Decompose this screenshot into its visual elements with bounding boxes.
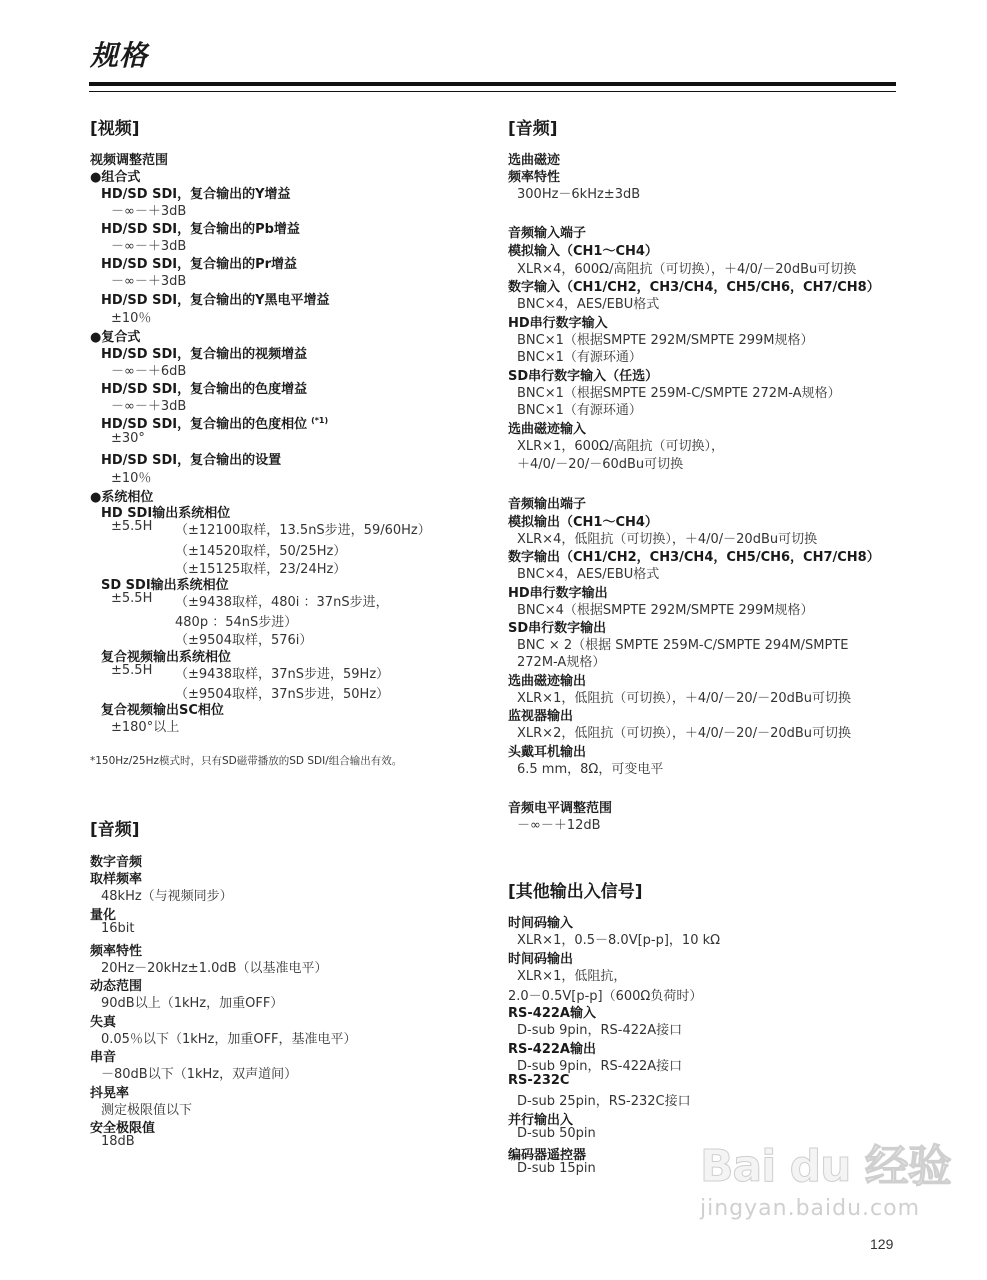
spec-heading: 数字音频 xyxy=(90,855,143,870)
spec-value: D-sub 50pin xyxy=(517,1126,596,1141)
spec-item: HD/SD SDI，复合输出的Y增益 xyxy=(101,187,291,202)
spec-value: D-sub 9pin，RS-422A接口 xyxy=(517,1023,683,1038)
spec-value: 18dB xyxy=(101,1134,135,1149)
watermark-url: jingyan.baidu.com xyxy=(700,1196,921,1221)
spec-value: 480p ：54nS步进） xyxy=(175,615,298,630)
spec-item: 时间码输入 xyxy=(508,916,574,931)
spec-item: 模拟输出（CH1～CH4） xyxy=(508,515,658,530)
spec-value: ±10％ xyxy=(111,471,152,486)
spec-value: －∞－＋3dB xyxy=(111,399,187,414)
spec-item: HD串行数字输入 xyxy=(508,316,608,331)
spec-value: ＋4/0/－20/－60dBu可切换 xyxy=(517,457,684,472)
spec-item: 失真 xyxy=(90,1015,117,1030)
spec-heading: 音频输入端子 xyxy=(508,226,587,241)
spec-item: 频率特性 xyxy=(508,170,561,185)
spec-value: 272M-A规格） xyxy=(517,655,606,670)
spec-item: HD/SD SDI，复合输出的色度增益 xyxy=(101,382,308,397)
spec-item: 时间码输出 xyxy=(508,952,574,967)
spec-value: －∞－＋3dB xyxy=(111,239,187,254)
spec-item: RS-422A输出 xyxy=(508,1042,596,1057)
spec-value: （±14520取样，50/25Hz） xyxy=(175,544,347,559)
spec-item: SD串行数字输入（任选） xyxy=(508,369,659,384)
spec-value: 20Hz－20kHz±1.0dB（以基准电平） xyxy=(101,961,328,976)
section-heading-audio-digital: [音频] xyxy=(90,820,140,840)
spec-item: HD串行数字输出 xyxy=(508,586,608,601)
spec-value: 48kHz（与视频同步） xyxy=(101,889,233,904)
spec-heading: 选曲磁迹 xyxy=(508,153,561,168)
spec-item: 并行输出入 xyxy=(508,1113,574,1128)
spec-value: 0.05％以下（1kHz，加重OFF，基准电平） xyxy=(101,1032,357,1047)
spec-value: 6.5 mm，8Ω，可变电平 xyxy=(517,762,664,777)
spec-value: BNC × 2（根据 SMPTE 259M-C/SMPTE 294M/SMPTE xyxy=(517,638,849,653)
spec-item: 安全极限值 xyxy=(90,1121,156,1136)
spec-item: 模拟输入（CH1～CH4） xyxy=(508,244,658,259)
spec-item xyxy=(101,413,328,432)
spec-item: 动态范围 xyxy=(90,979,143,994)
footnote: *150Hz/25Hz模式时，只有SD磁带播放的SD SDI/组合输出有效。 xyxy=(90,755,403,767)
spec-item: RS-232C xyxy=(508,1073,570,1088)
spec-value: ±5.5H xyxy=(111,591,153,606)
spec-value: 2.0－0.5V[p-p]（600Ω负荷时） xyxy=(508,989,703,1004)
page-title: 规格 xyxy=(90,39,149,72)
spec-value: BNC×4，AES/EBU格式 xyxy=(517,567,660,582)
spec-item: HD/SD SDI，复合输出的Pb增益 xyxy=(101,222,300,237)
spec-value: －∞－＋6dB xyxy=(111,364,187,379)
spec-item: 监视器输出 xyxy=(508,709,574,724)
spec-item: HD SDI输出系统相位 xyxy=(101,506,231,521)
spec-value: XLR×4，低阻抗（可切换），＋4/0/－20dBu可切换 xyxy=(517,532,818,547)
spec-value: 16bit xyxy=(101,921,135,936)
spec-value: 测定极限值以下 xyxy=(101,1103,193,1118)
spec-value: ±30° xyxy=(111,431,145,446)
spec-heading: 视频调整范围 xyxy=(90,153,169,168)
spec-value: BNC×1（根据SMPTE 292M/SMPTE 299M规格） xyxy=(517,333,814,348)
spec-value: ±5.5H xyxy=(111,519,153,534)
spec-value: －∞－＋3dB xyxy=(111,204,187,219)
spec-value: BNC×4（根据SMPTE 292M/SMPTE 299M规格） xyxy=(517,603,814,618)
spec-subheading: ●复合式 xyxy=(90,330,141,345)
spec-value: （±15125取样，23/24Hz） xyxy=(175,562,347,577)
spec-item: 选曲磁迹输入 xyxy=(508,422,587,437)
spec-value: XLR×4，600Ω/高阻抗（可切换），＋4/0/－20dBu可切换 xyxy=(517,262,857,277)
spec-item: 编码器遥控器 xyxy=(508,1148,587,1163)
watermark-logo: Bai du 经验 xyxy=(700,1141,951,1192)
spec-item: SD串行数字输出 xyxy=(508,621,607,636)
spec-value: BNC×1（有源环通） xyxy=(517,350,642,365)
spec-item: 抖晃率 xyxy=(90,1086,130,1101)
spec-value: D-sub 9pin，RS-422A接口 xyxy=(517,1059,683,1074)
spec-value: XLR×1，600Ω/高阻抗（可切换）， xyxy=(517,439,724,454)
spec-value: 300Hz－6kHz±3dB xyxy=(517,187,641,202)
spec-value: BNC×1（有源环通） xyxy=(517,403,642,418)
section-heading-audio: [音频] xyxy=(508,119,558,139)
spec-value: －∞－＋3dB xyxy=(111,274,187,289)
spec-item: HD/SD SDI，复合输出的Pr增益 xyxy=(101,257,298,272)
spec-heading: 音频电平调整范围 xyxy=(508,801,613,816)
spec-subheading: ●系统相位 xyxy=(90,490,154,505)
spec-value: XLR×1，0.5－8.0V[p-p]，10 kΩ xyxy=(517,933,721,948)
spec-item: 头戴耳机输出 xyxy=(508,745,587,760)
spec-value: XLR×2，低阻抗（可切换），＋4/0/－20/－20dBu可切换 xyxy=(517,726,852,741)
page-number: 129 xyxy=(870,1236,894,1252)
header-rule-thin xyxy=(89,91,896,92)
spec-value: （±9438取样，37nS步进，59Hz） xyxy=(175,667,390,682)
spec-value: D-sub 25pin，RS-232C接口 xyxy=(517,1094,691,1109)
spec-item: 数字输入（CH1/CH2，CH3/CH4，CH5/CH6，CH7/CH8） xyxy=(508,280,880,295)
spec-value: （±9438取样，480i ：37nS步进， xyxy=(175,595,389,610)
spec-item: 量化 xyxy=(90,908,117,923)
spec-item: HD/SD SDI，复合输出的设置 xyxy=(101,453,282,468)
spec-value: （±12100取样，13.5nS步进，59/60Hz） xyxy=(175,523,431,538)
spec-value: XLR×1，低阻抗（可切换），＋4/0/－20/－20dBu可切换 xyxy=(517,691,852,706)
section-heading-other-signals: [其他输出入信号] xyxy=(508,882,643,902)
spec-value: ±10％ xyxy=(111,311,152,326)
spec-item: SD SDI输出系统相位 xyxy=(101,578,229,593)
spec-item: 取样频率 xyxy=(90,872,143,887)
spec-value: 90dB以上（1kHz，加重OFF） xyxy=(101,996,284,1011)
spec-heading: 音频输出端子 xyxy=(508,497,587,512)
spec-subheading: ●组合式 xyxy=(90,170,141,185)
spec-value: （±9504取样，576i） xyxy=(175,633,313,648)
spec-item: 复合视频输出系统相位 xyxy=(101,650,232,665)
footnote-marker: (*1) xyxy=(311,415,329,425)
spec-item: HD/SD SDI，复合输出的视频增益 xyxy=(101,347,308,362)
spec-value: ±5.5H xyxy=(111,663,153,678)
spec-value: （±9504取样，37nS步进，50Hz） xyxy=(175,687,390,702)
header-rule-thick xyxy=(89,82,896,86)
spec-item: 频率特性 xyxy=(90,944,143,959)
section-heading-video: [视频] xyxy=(90,119,140,139)
spec-value: D-sub 15pin xyxy=(517,1161,596,1176)
spec-item: 数字输出（CH1/CH2，CH3/CH4，CH5/CH6，CH7/CH8） xyxy=(508,550,880,565)
spec-item: 复合视频输出SC相位 xyxy=(101,703,224,718)
spec-item: 串音 xyxy=(90,1050,117,1065)
spec-value: －80dB以下（1kHz，双声道间） xyxy=(101,1067,298,1082)
spec-item: RS-422A输入 xyxy=(508,1006,596,1021)
spec-value: BNC×1（根据SMPTE 259M-C/SMPTE 272M-A规格） xyxy=(517,386,841,401)
spec-item: 选曲磁迹输出 xyxy=(508,674,587,689)
spec-value: －∞－＋12dB xyxy=(517,818,601,833)
spec-value: BNC×4，AES/EBU格式 xyxy=(517,297,660,312)
spec-value: ±180°以上 xyxy=(111,720,180,735)
spec-value: XLR×1，低阻抗， xyxy=(517,969,627,984)
spec-item: HD/SD SDI，复合输出的Y黑电平增益 xyxy=(101,293,330,308)
watermark xyxy=(700,1130,951,1221)
spec-item-text: HD/SD SDI，复合输出的色度相位 xyxy=(101,417,308,432)
